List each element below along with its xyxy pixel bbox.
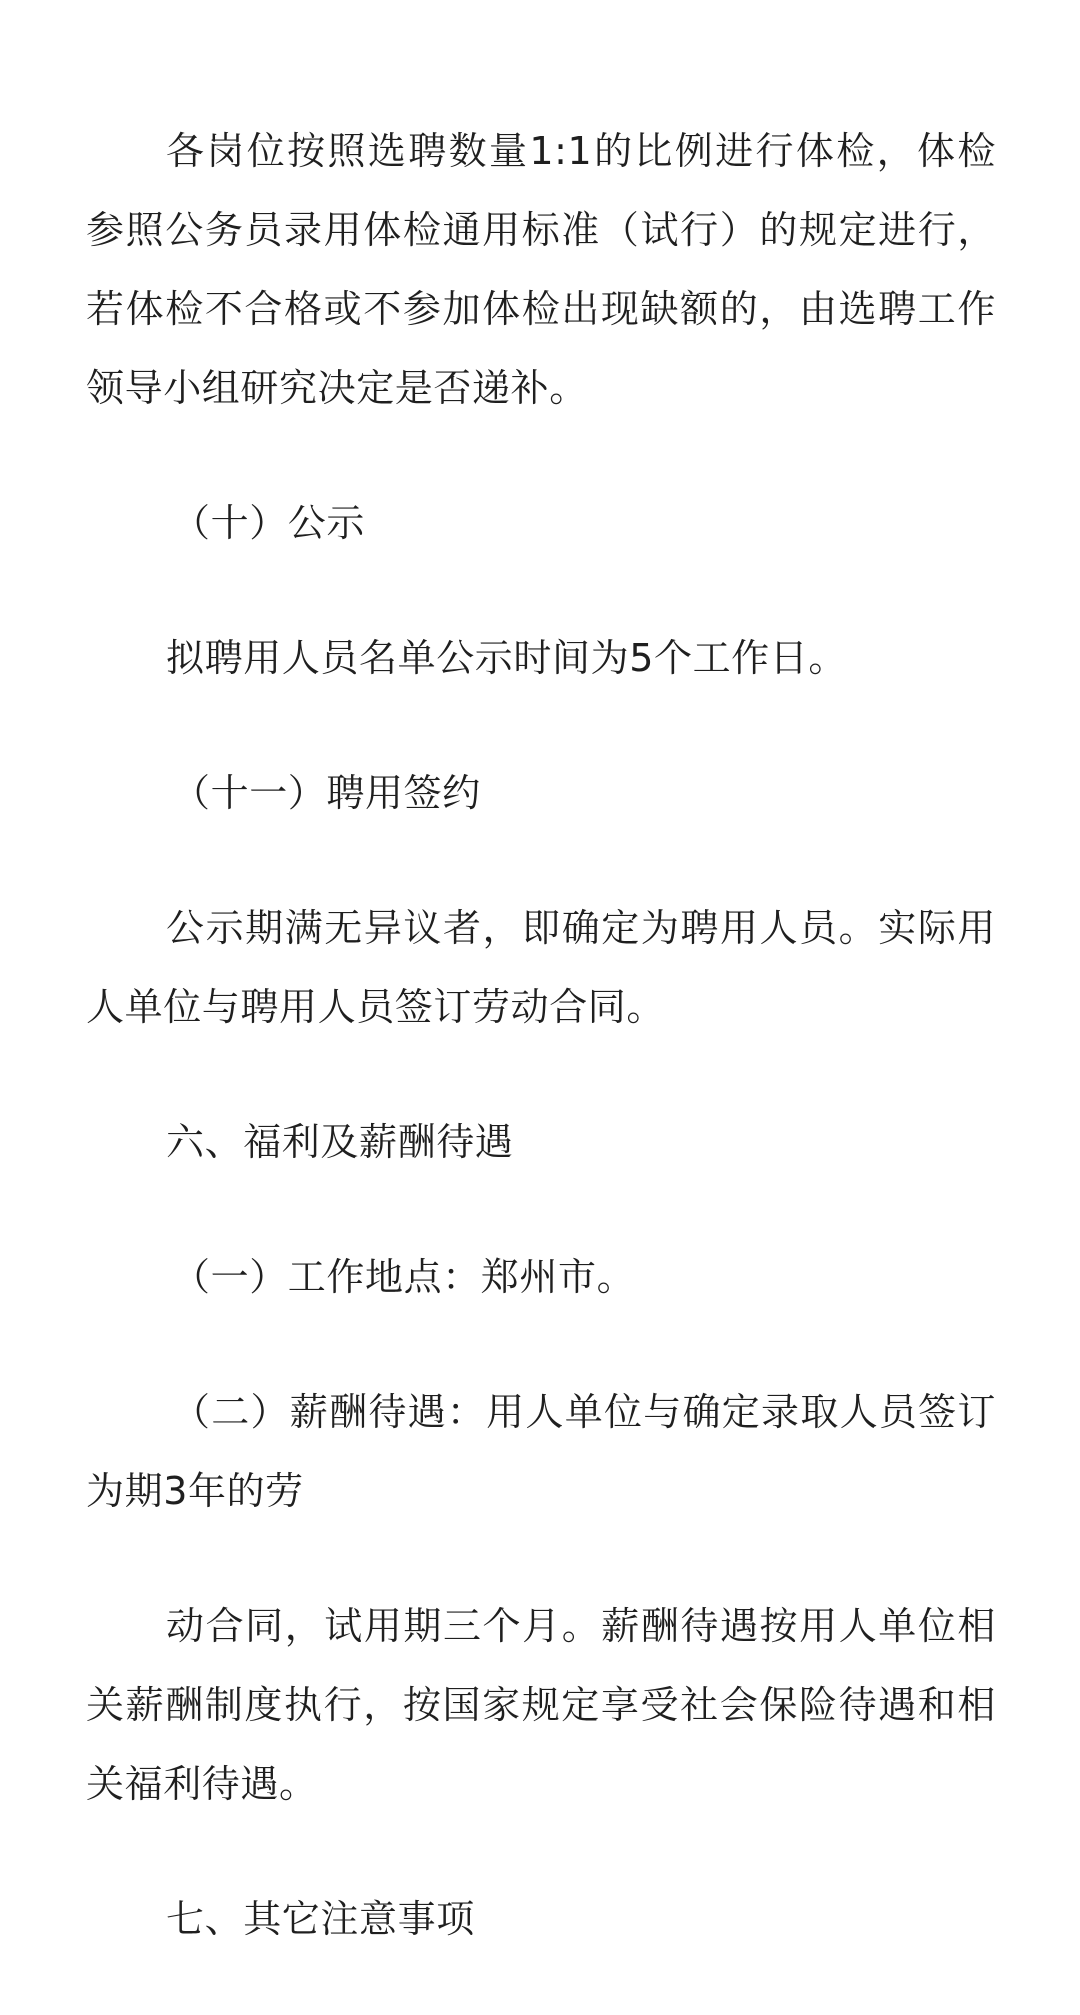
paragraph-contract-signing: 公示期满无异议者，即确定为聘用人员。实际用人单位与聘用人员签订劳动合同。 (86, 906, 996, 1029)
subheading-publicity: （十）公示 (172, 501, 366, 545)
section-heading-other-notes: 七、其它注意事项 (166, 1897, 475, 1941)
paragraph-work-location: （一）工作地点：郑州市。 (172, 1255, 636, 1299)
subheading-contract-signing: （十一）聘用签约 (172, 771, 481, 815)
article-body (86, 112, 996, 2015)
paragraph-publicity-period: 拟聘用人员名单公示时间为5个工作日。 (166, 636, 847, 680)
section-heading-benefits: 六、福利及薪酬待遇 (166, 1120, 514, 1164)
paragraph-salary-part2: 动合同，试用期三个月。薪酬待遇按用人单位相关薪酬制度执行，按国家规定享受社会保险待遇和相关福利待遇。 (86, 1604, 996, 1806)
paragraph-physical-exam: 各岗位按照选聘数量1:1的比例进行体检，体检参照公务员录用体检通用标准（试行）的规定进行，若体检不合格或不参加体检出现缺额的，由选聘工作领导小组研究决定是否递补。 (86, 129, 996, 410)
paragraph-salary-part1: （二）薪酬待遇：用人单位与确定录取人员签订为期3年的劳 (86, 1390, 996, 1513)
